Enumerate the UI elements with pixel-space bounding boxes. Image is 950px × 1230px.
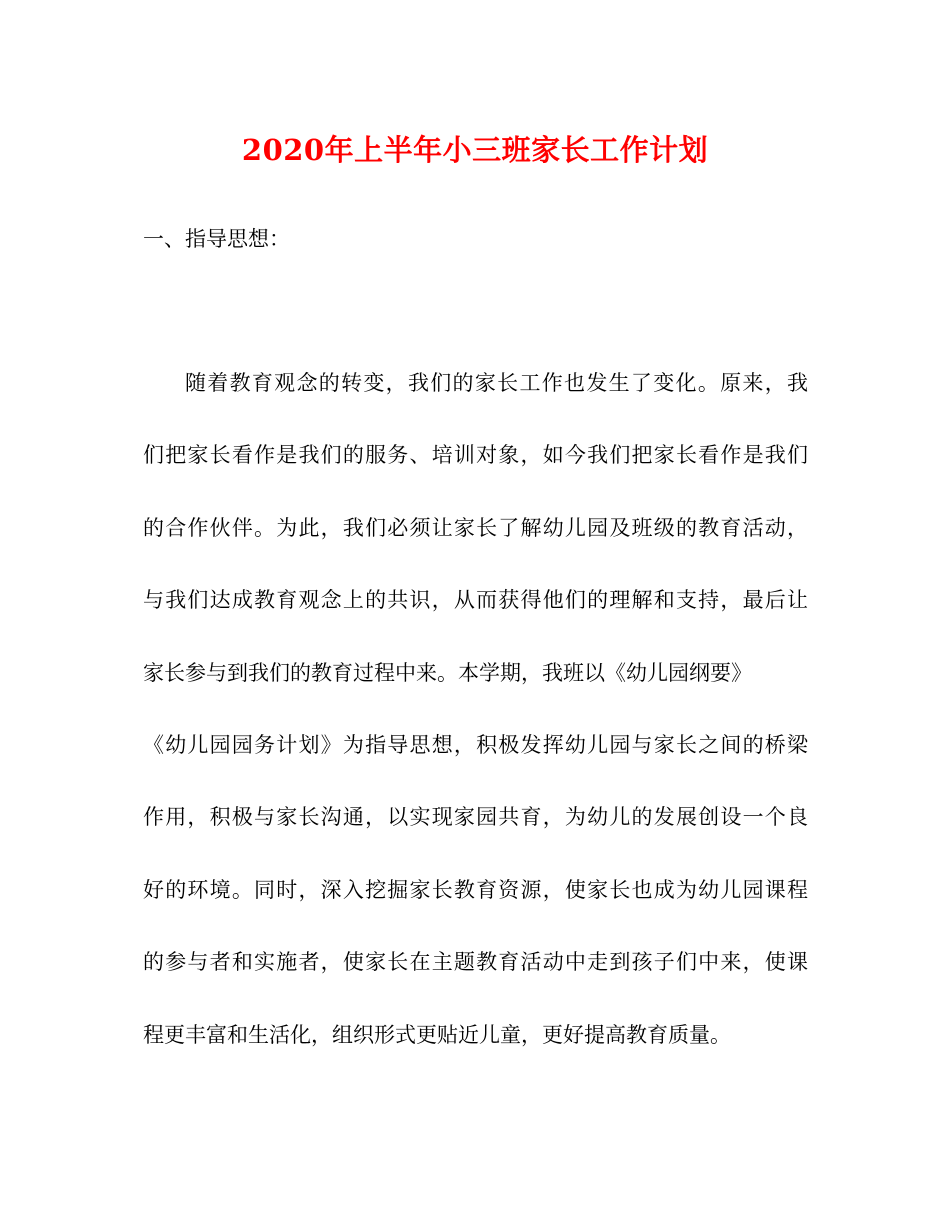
paragraph-line: 《幼儿园园务计划》为指导思想，积极发挥幼儿园与家长之间的桥梁 <box>143 732 808 757</box>
paragraph-line: 作用，积极与家长沟通，以实现家园共育，为幼儿的发展创设一个良 <box>143 805 808 830</box>
paragraph-line: 好的环境。同时，深入挖掘家长教育资源，使家长也成为幼儿园课程 <box>143 877 808 902</box>
body-paragraph <box>143 361 808 1085</box>
paragraph-line: 的合作伙伴。为此，我们必须让家长了解幼儿园及班级的教育活动， <box>143 515 808 540</box>
paragraph-line: 们把家长看作是我们的服务、培训对象，如今我们把家长看作是我们 <box>143 443 808 468</box>
paragraph-line: 随着教育观念的转变，我们的家长工作也发生了变化。原来，我 <box>185 371 808 395</box>
section-heading: 一、指导思想： <box>143 227 290 251</box>
paragraph-line: 程更丰富和生活化，组织形式更贴近儿童，更好提高教育质量。 <box>143 1022 731 1047</box>
document-title: 2020年上半年小三班家长工作计划 <box>241 133 709 167</box>
paragraph-line: 家长参与到我们的教育过程中来。本学期，我班以《幼儿园纲要》 <box>143 660 752 685</box>
paragraph-line: 与我们达成教育观念上的共识，从而获得他们的理解和支持，最后让 <box>143 588 808 613</box>
paragraph-line: 的参与者和实施者，使家长在主题教育活动中走到孩子们中来，使课 <box>143 950 808 975</box>
